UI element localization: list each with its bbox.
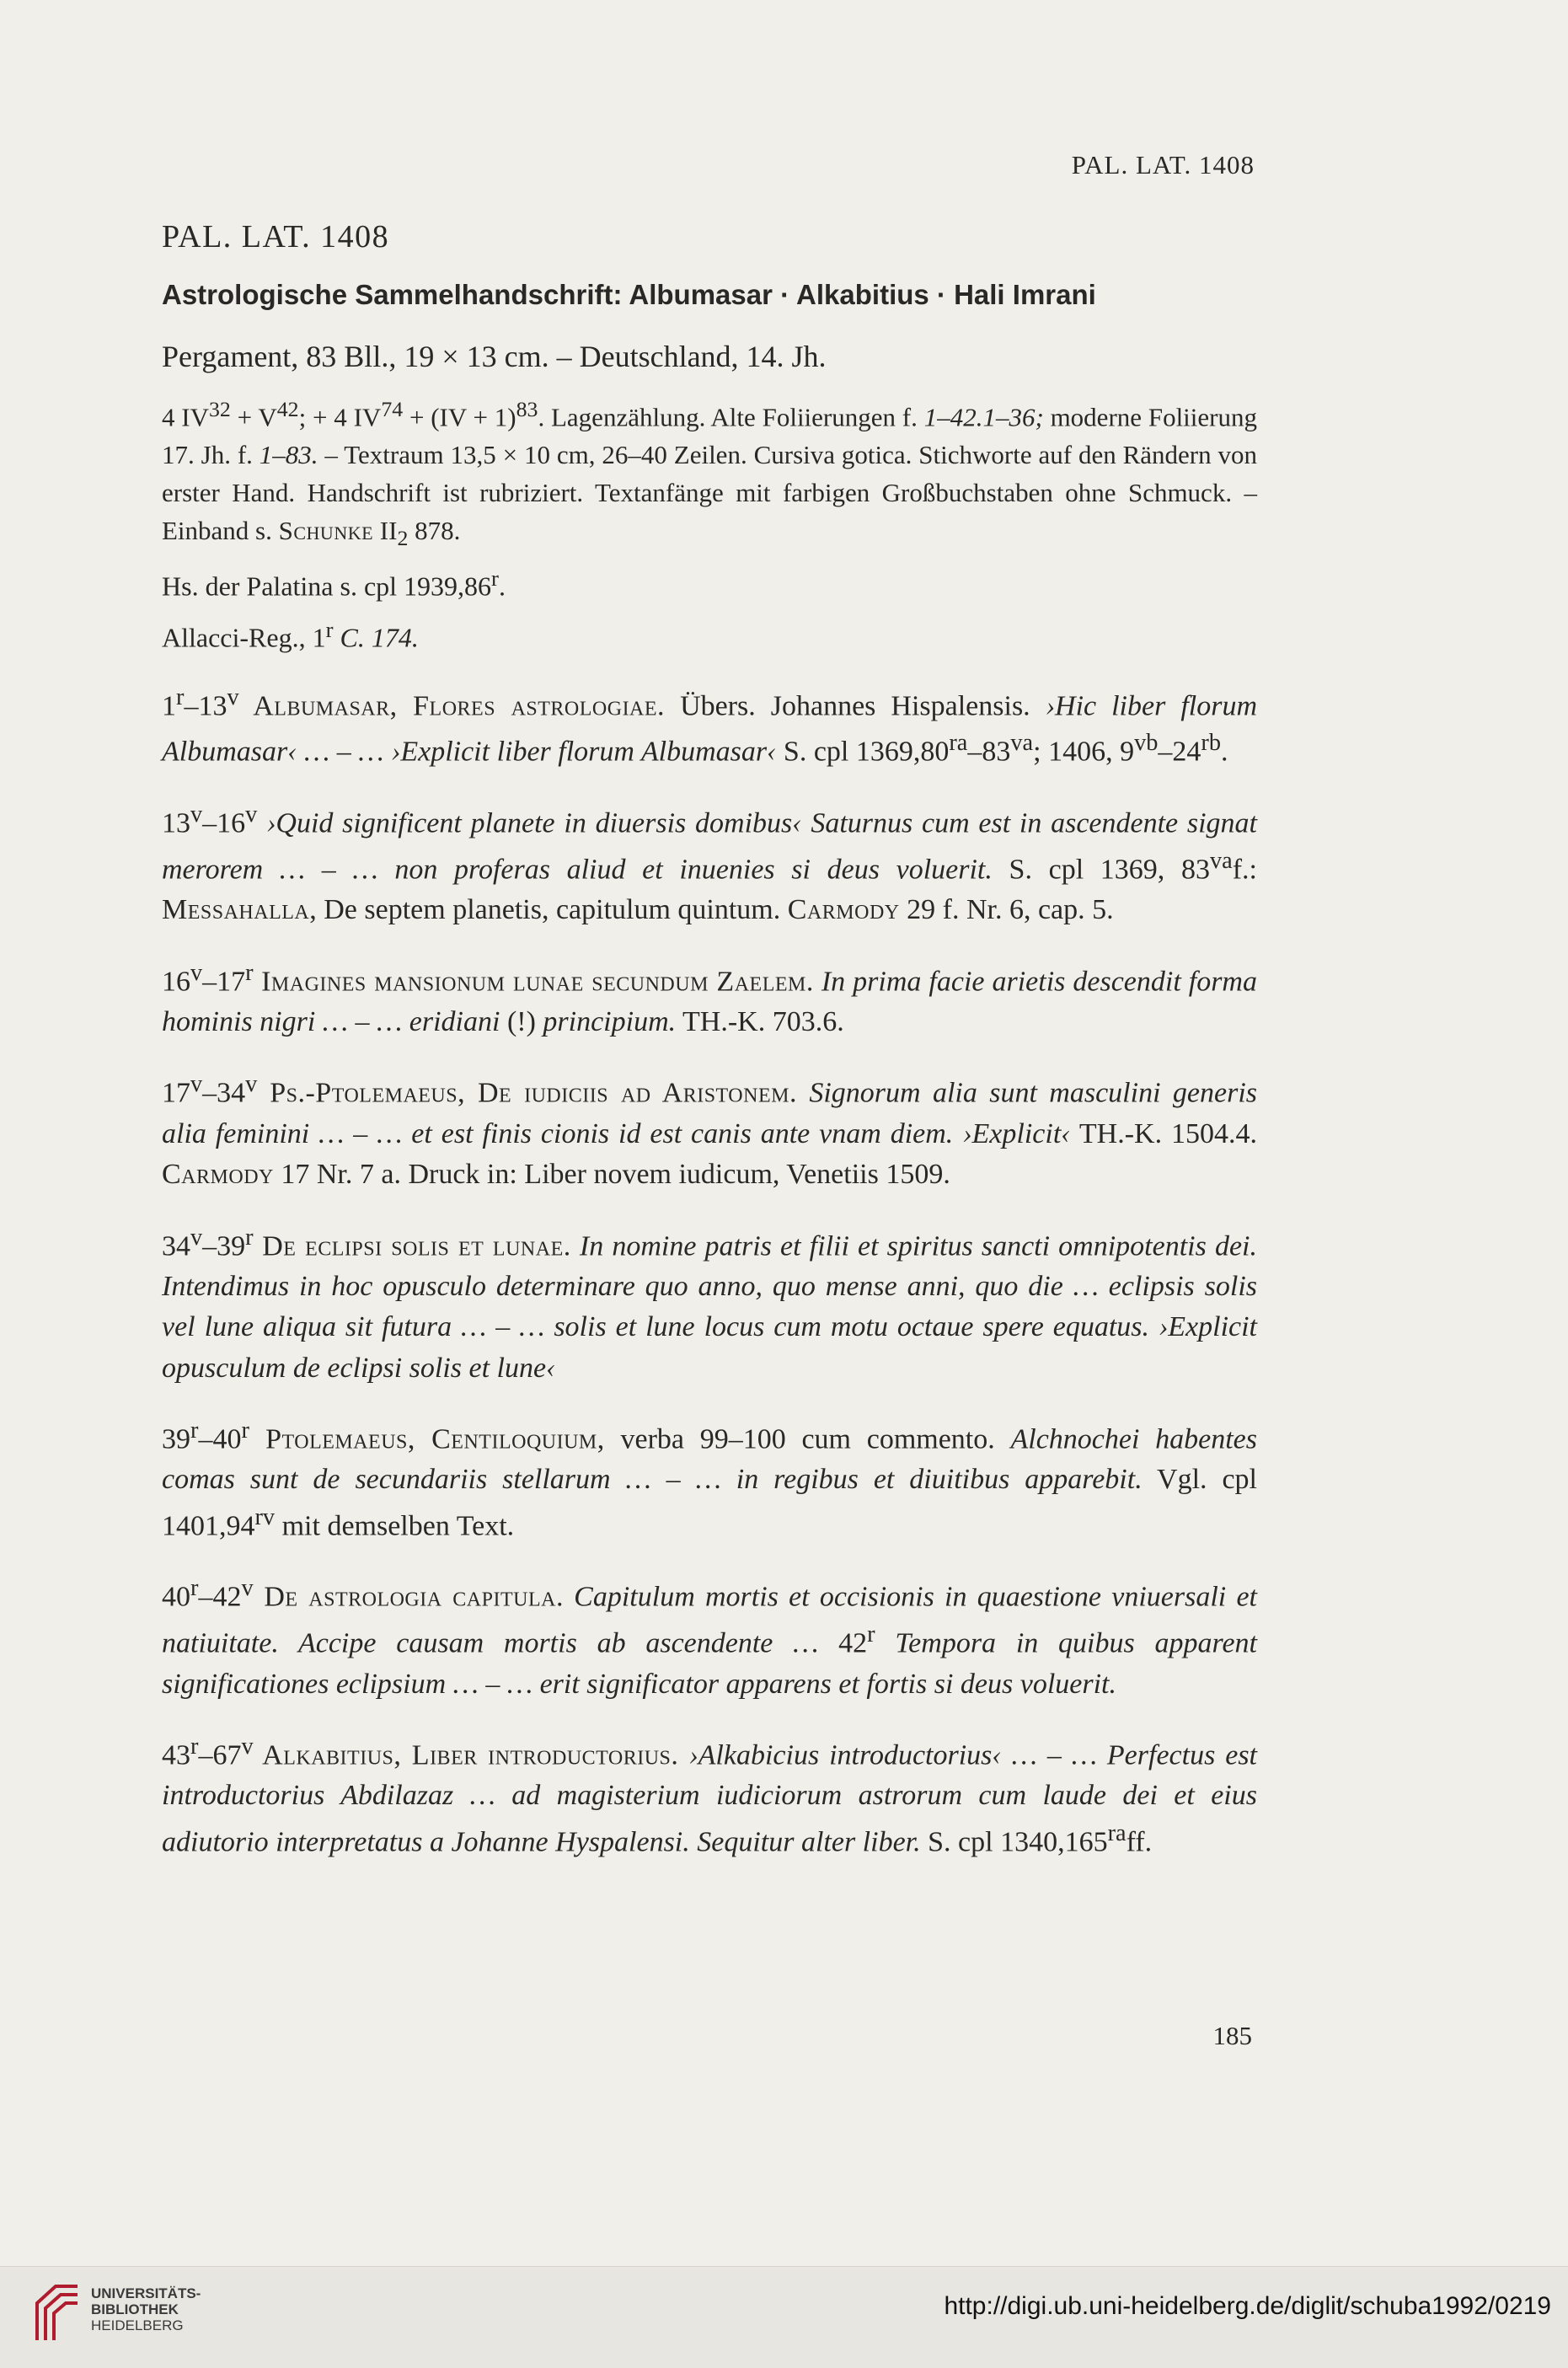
content-entry-ps-ptolemaeus: 17$^v$–34$^v$ Ps.-Ptolemaeus, De iudiciis ad Aristonem. Signorum alia sunt masculini generis alia feminini … – … et est finis cionis id est canis ante vnam diem. ›Explicit‹ TH.-K. 1504.4. Carmody 17 Nr. 7 a. Druck in: Liber novem iudicum, Venetiis 1509.: [162, 1071, 1257, 1191]
content-entry-capitula: 40$^r$–42$^v$ De astrologia capitula. Capitulum mortis et occisionis in quaestione vniuersali et natiuitate. Accipe causam mortis ab ascendente … 42$^r$ Tempora in quibus apparent significationes eclipsium … – … erit significator apparens et fortis si deus voluerit.: [162, 1575, 1257, 1700]
shelfmark-title: PAL. LAT. 1408: [162, 219, 390, 254]
material-line: Pergament, 83 Bll., 19 × 13 cm. – Deutschland, 14. Jh.: [162, 339, 827, 373]
content-entry-eclipsi: 34$^v$–39$^r$ De eclipsi solis et lunae. In nomine patris et filii et spiritus sancti omnipotentis dei. Intendimus in hoc opusculo determinare quo anno, quo mense anni, quo die … eclipsis solis vel lune aliqua sit futura … – … solis et lune locus cum motu octaue spere equatus. ›Explicit opusculum de eclipsi solis et lune‹: [162, 1224, 1257, 1384]
codicological-description: 4 $IV^{32} + V^{42}$; + 4 $IV^{74} + (IV + 1)^{83}$. Lagenzählung. Alte Foliierungen f. 1–42.1–36; moderne Foliierung 17. Jh. f. 1–83. – Textraum 13,5 × 10 cm, 26–40 Zeilen. Cursiva gotica. Stichworte auf den Rändern von erster Hand. Handschrift ist rubriziert. Textanfänge mit farbigen Großbuchstaben ohne Schmuck. – Einband s. Schunke $II_2$ 878.: [162, 396, 1257, 551]
content-entry-alkabitius: 43$^r$–67$^v$ Alkabitius, Liber introductorius. ›Alkabicius introductorius‹ … – … Perfectus est introductorius Abdilazaz … ad magisterium iudiciorum astrorum cum laude dei et eius adiutorio interpretatus a Johanne Hyspalensi. Sequitur alter liber. S. cpl $1340,165^{ra}ff$.: [162, 1733, 1257, 1857]
library-logo-icon: [32, 2281, 83, 2344]
catalog-entry: [162, 215, 1257, 1888]
source-url-link[interactable]: http://digi.ub.uni-heidelberg.de/diglit/schuba1992/0219: [944, 2292, 1551, 2320]
manuscript-subtitle: Astrologische Sammelhandschrift: Albumasar · Alkabitius · Hali Imrani: [162, 278, 1096, 310]
content-entry-centiloquium: 39$^r$–40$^r$ Ptolemaeus, Centiloquium, verba 99–100 cum commento. Alchnochei habentes comas sunt de secundariis stellarum … – … in regibus et diuitibus apparebit. Vgl. cpl $1401,94^{rv}$ mit demselben Text.: [162, 1417, 1258, 1542]
provenance-line: Hs. der Palatina s. cpl 1939,86$^r$.: [162, 565, 506, 602]
allacci-register-line: Allacci-Reg., 1$^r$ C. 174.: [162, 616, 419, 653]
content-entry-imagines: 16$^v$–17$^r$ Imagines mansionum lunae secundum Zaelem. In prima facie arietis descendit forma hominis nigri … – … eridiani (!) principium. TH.-K. 703.6.: [162, 959, 1257, 1038]
page-number: 185: [1212, 2021, 1252, 2050]
content-entry-planets: 13$^v$–16$^v$ ›Quid significent planete in diuersis domibus‹ Saturnus cum est in ascendente signat merorem … – … non proferas aliud et inuenies si deus voluerit. S. cpl 1369, $83^{va}f$.: Messahalla, De septem planetis, capitulum quintum. Carmody 29 f. Nr. 6, cap. 5.: [162, 801, 1257, 926]
content-entry-albumasar: 1$^r$–13$^v$ Albumasar, Flores astrologiae. Übers. Johannes Hispalensis. ›Hic liber florum Albumasar‹ … – … ›Explicit liber florum Albumasar‹ S. cpl $1369,80^{ra}-83^{va}$; 1406, $9^{vb}-24^{rb}$.: [162, 683, 1257, 768]
running-head: PAL. LAT. 1408: [1071, 150, 1255, 179]
library-name: UNIVERSITÄTS- BIBLIOTHEK HEIDELBERG: [91, 2285, 201, 2333]
